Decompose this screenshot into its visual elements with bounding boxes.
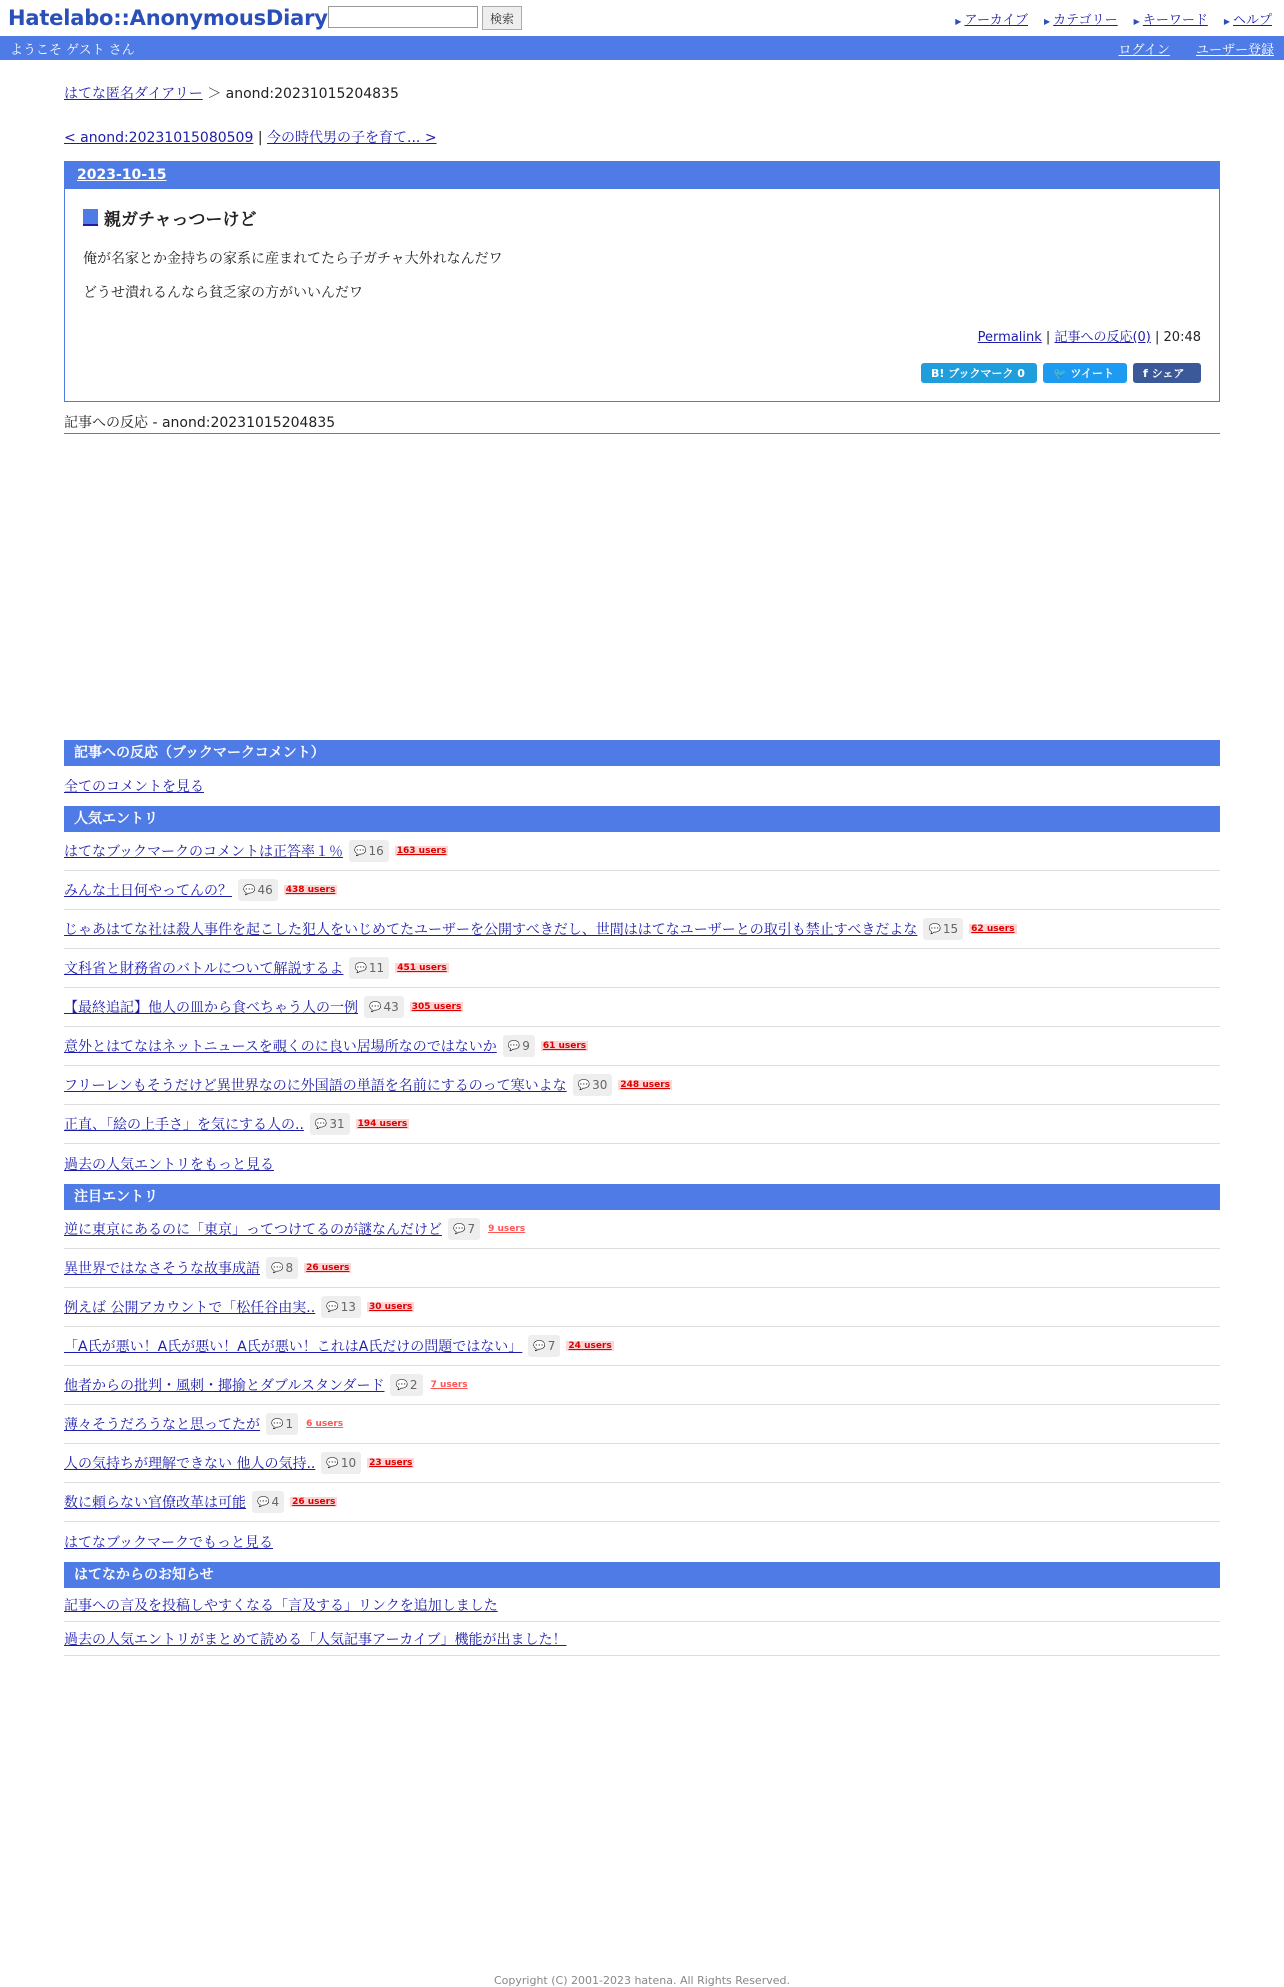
bookmark-users-badge[interactable]: 7 users [430, 1380, 468, 1390]
comment-count[interactable]: 💬 30 [573, 1074, 613, 1096]
list-item [64, 949, 1220, 988]
entry-title-text: 親ガチャっつーけど [104, 210, 257, 230]
share-buttons [83, 363, 1201, 383]
entry-link[interactable]: 人の気持ちが理解できない 他人の気持.. [64, 1456, 316, 1472]
entry-body-line: 俺が名家とか金持ちの家系に産まれてたら子ガチャ大外れなんだワ [83, 251, 503, 267]
list-item [64, 1210, 1220, 1249]
comment-count[interactable]: 💬 43 [364, 996, 404, 1018]
news-link[interactable]: 過去の人気エントリがまとめて読める「人気記事アーカイブ」機能が出ました！ [64, 1631, 567, 1648]
next-entry-link[interactable]: 今の時代男の子を育て... > [267, 130, 437, 146]
facebook-share-button[interactable] [1133, 363, 1201, 383]
notable-more-link[interactable]: はてなブックマークでもっと見る [64, 1535, 274, 1551]
comment-count[interactable]: 💬 10 [321, 1452, 361, 1474]
entry-pager [64, 127, 1220, 147]
twitter-icon: 🐦 [1053, 366, 1071, 380]
bookmark-users-badge[interactable]: 9 users [488, 1224, 526, 1234]
entry-link[interactable]: 薄々そうだろうなと思ってたが [64, 1417, 260, 1433]
bookmark-users-badge[interactable]: 24 users [568, 1341, 612, 1351]
comment-count[interactable]: 💬 7 [528, 1335, 560, 1357]
entry-body-line: どうせ潰れるんなら貧乏家の方がいいんだワ [83, 285, 363, 301]
list-item [64, 1366, 1220, 1405]
bookmark-users-badge[interactable]: 163 users [396, 846, 447, 856]
bookmark-users-badge[interactable]: 30 users [368, 1302, 413, 1312]
list-item [64, 832, 1220, 871]
comment-count[interactable]: 💬 46 [238, 879, 278, 901]
entry-link[interactable]: 逆に東京にあるのに「東京」ってつけてるのが謎なんだけど [64, 1222, 442, 1238]
entry-title [83, 205, 1201, 230]
nav-archive-link[interactable]: ▶ アーカイブ [955, 9, 1028, 28]
all-comments-link[interactable]: 全てのコメントを見る [64, 779, 204, 795]
top-nav [955, 9, 1272, 28]
bookmark-users-badge[interactable]: 6 users [306, 1419, 344, 1429]
list-item [64, 1066, 1220, 1105]
news-link[interactable]: 記事への言及を投稿しやすくなる「言及する」リンクを追加しました [64, 1597, 498, 1614]
bookmark-users-badge[interactable]: 26 users [292, 1497, 336, 1507]
site-logo[interactable]: Hatelabo::AnonymousDiary [8, 6, 328, 30]
comment-count[interactable]: 💬 31 [310, 1113, 350, 1135]
welcome-text: ようこそ ゲスト さん [10, 42, 135, 58]
entry-square-icon[interactable] [83, 209, 98, 226]
comment-count[interactable]: 💬 15 [923, 918, 963, 940]
comment-count[interactable]: 💬 1 [266, 1413, 298, 1435]
breadcrumb-current: anond:20231015204835 [225, 86, 399, 102]
comment-count[interactable]: 💬 16 [349, 840, 389, 862]
news-heading: はてなからのお知らせ [64, 1562, 1220, 1588]
entry-link[interactable]: みんな土日何やってんの？ [64, 883, 232, 899]
reactions-heading: 記事への反応 - anond:20231015204835 [64, 412, 1220, 434]
bookmark-users-badge[interactable]: 194 users [357, 1119, 408, 1129]
list-item [64, 988, 1220, 1027]
nav-category-link[interactable]: ▶ カテゴリー [1044, 9, 1118, 28]
list-item [64, 1622, 1220, 1656]
entry-link[interactable]: 意外とはてなはネットニュースを覗くのに良い居場所なのではないか [64, 1039, 497, 1055]
pager-separator: | [253, 130, 268, 146]
comment-count[interactable]: 💬 9 [503, 1035, 535, 1057]
comment-count[interactable]: 💬 11 [349, 957, 389, 979]
notable-entries-heading: 注目エントリ [64, 1184, 1220, 1210]
main-content [64, 60, 1220, 1656]
bookmark-users-badge[interactable]: 62 users [971, 924, 1015, 934]
tweet-label: ツイート [1070, 367, 1114, 380]
bookmark-users-badge[interactable]: 23 users [369, 1458, 413, 1468]
top-bar [0, 0, 1284, 36]
search-button[interactable]: 検索 [482, 6, 522, 30]
tweet-button[interactable] [1043, 363, 1127, 383]
ad-space [64, 434, 1220, 740]
welcome-bar [0, 36, 1284, 60]
entry-link[interactable]: 例えば 公開アカウントで「松任谷由実.. [64, 1300, 316, 1316]
facebook-icon: f [1143, 366, 1152, 380]
entry-time: 20:48 [1163, 330, 1201, 345]
entry-link[interactable]: 文科省と財務省のバトルについて解説するよ [64, 961, 344, 977]
entry-date[interactable]: 2023-10-15 [65, 162, 1219, 189]
entry-link[interactable]: 数に頼らない官僚改革は可能 [64, 1495, 246, 1511]
entry-footer: Permalink | 記事への反応(0) | 20:48 [977, 330, 1201, 345]
nav-help-link[interactable]: ▶ ヘルプ [1224, 9, 1272, 28]
list-item [64, 871, 1220, 910]
popular-entries-heading: 人気エントリ [64, 806, 1220, 832]
breadcrumb [64, 83, 1220, 103]
register-link[interactable]: ユーザー登録 [1195, 42, 1274, 58]
entry-link[interactable]: 正直、「絵の上手さ」を気にする人の.. [64, 1117, 304, 1133]
bookmark-users-badge[interactable]: 305 users [411, 1002, 462, 1012]
list-item [64, 1405, 1220, 1444]
comment-count[interactable]: 💬 2 [390, 1374, 422, 1396]
hatena-bookmark-button[interactable]: B! ブックマーク 0 [921, 363, 1037, 383]
entry-link[interactable]: フリーレンもそうだけど異世界なのに外国語の単語を名前にするのって寒いよな [64, 1078, 567, 1094]
copyright: Copyright (C) 2001-2023 hatena. All Rights Reserved. [494, 1974, 790, 1987]
breadcrumb-separator: ＞ [207, 86, 222, 102]
bookmark-users-badge[interactable]: 438 users [285, 885, 336, 895]
entry-link[interactable]: 異世界ではなさそうな故事成語 [64, 1261, 260, 1277]
list-item [64, 1483, 1220, 1522]
list-item [64, 1444, 1220, 1483]
bookmark-users-badge[interactable]: 26 users [306, 1263, 350, 1273]
login-link[interactable]: ログイン [1118, 42, 1170, 58]
reactions-link[interactable]: 記事への反応(0) [1054, 330, 1151, 345]
facebook-share-label: シェア [1151, 367, 1185, 380]
notable-entries-list [64, 1210, 1220, 1522]
list-item [64, 910, 1220, 949]
entry-link[interactable]: 【最終追記】他人の皿から食べちゃう人の一例 [64, 1000, 358, 1016]
list-item [64, 1588, 1220, 1622]
comment-count[interactable]: 💬 8 [266, 1257, 298, 1279]
entry-day-box [64, 161, 1220, 402]
prev-entry-link[interactable]: < anond:20231015080509 [64, 130, 254, 146]
entry-section [65, 189, 1219, 401]
list-item [64, 1288, 1220, 1327]
comment-count[interactable]: 💬 4 [252, 1491, 284, 1513]
bookmark-users-badge[interactable]: 451 users [397, 963, 447, 973]
breadcrumb-home-link[interactable]: はてな匿名ダイアリー [64, 86, 203, 102]
news-list [64, 1588, 1220, 1656]
entry-link[interactable]: 「A氏が悪い！A氏が悪い！A氏が悪い！これはA氏だけの問題ではない」 [64, 1339, 523, 1355]
comment-count[interactable]: 💬 13 [321, 1296, 361, 1318]
list-item [64, 1105, 1220, 1144]
popular-more-link[interactable]: 過去の人気エントリをもっと見る [64, 1157, 274, 1173]
search-input[interactable] [328, 6, 478, 28]
entry-link[interactable]: じゃあはてな社は殺人事件を起こした犯人をいじめてたユーザーを公開すべきだし、世間ははてなユーザーとの取引も禁止すべきだよな [64, 922, 918, 938]
bookmark-comments-heading: 記事への反応（ブックマークコメント） [64, 740, 1220, 766]
popular-entries-list [64, 832, 1220, 1144]
bookmark-users-badge[interactable]: 248 users [620, 1080, 670, 1090]
bookmark-users-badge[interactable]: 61 users [542, 1041, 587, 1051]
entry-link[interactable]: はてなブックマークのコメントは正答率１％ [64, 844, 344, 860]
comment-count[interactable]: 💬 7 [448, 1218, 480, 1240]
account-links [1096, 39, 1274, 58]
list-item [64, 1327, 1220, 1366]
permalink-link[interactable]: Permalink [977, 330, 1042, 345]
nav-keyword-link[interactable]: ▶ キーワード [1134, 9, 1208, 28]
list-item [64, 1249, 1220, 1288]
entry-link[interactable]: 他者からの批判・風刺・揶揄とダブルスタンダード [64, 1378, 385, 1394]
list-item [64, 1027, 1220, 1066]
